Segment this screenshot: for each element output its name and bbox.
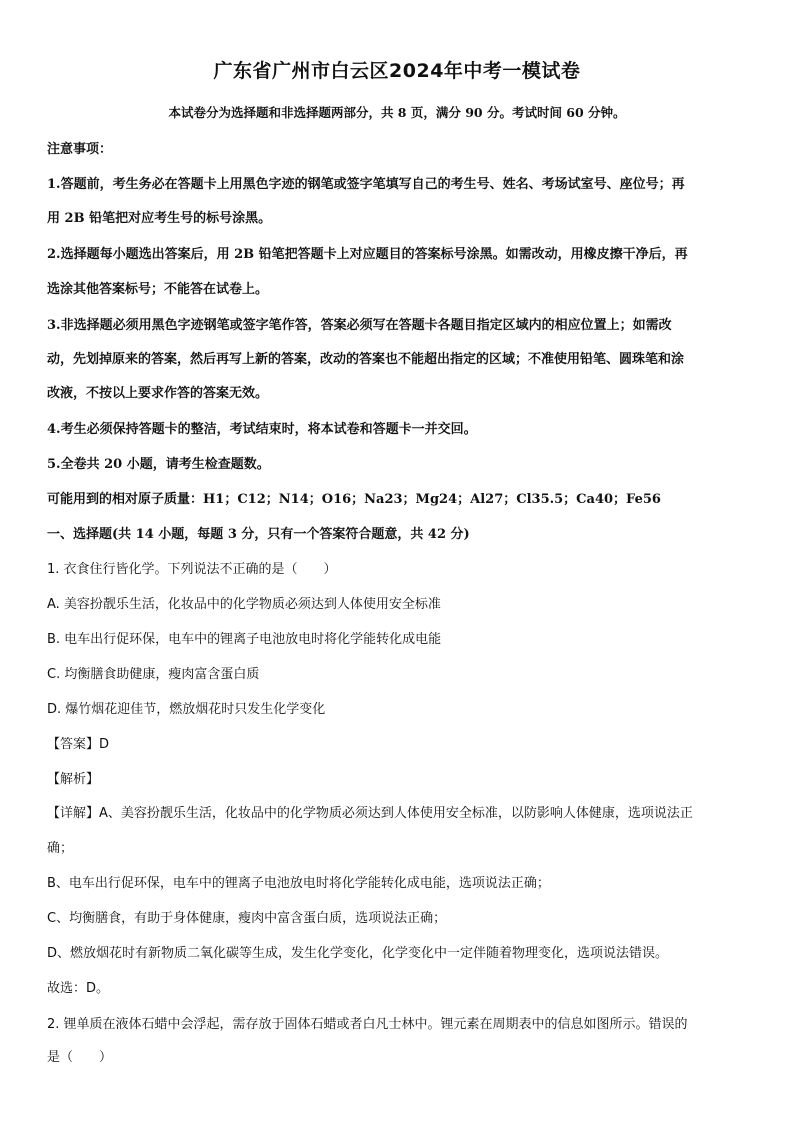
atomic-masses: 可能用到的相对原子质量：H1；C12；N14；O16；Na23；Mg24；Al27；Cl35.5；Ca40；Fe56 [47,492,661,507]
exam-subtitle: 本试卷分为选择题和非选择题两部分，共 8 页，满分 90 分。考试时间 60 分钟。 [168,105,626,120]
notice-line: 3.非选择题必须用黑色字迹钢笔或签字笔作答，答案必须写在答题卡各题目指定区域内的相应位置上；如需改 [47,318,672,333]
q1-detail-line: C、均衡膳食，有助于身体健康，瘦肉中富含蛋白质，选项说法正确； [47,911,447,926]
q2-stem: 2. 锂单质在液体石蜡中会浮起，需存放于固体石蜡或者白凡士林中。锂元素在周期表中的信息如图所示。错误的 [47,1017,688,1032]
q1-answer: 【答案】D [47,737,110,752]
q1-option-b: B. 电车出行促环保，电车中的锂离子电池放电时将化学能转化成电能 [47,632,442,647]
q1-detail-line: D、燃放烟花时有新物质二氧化碳等生成，发生化学变化，化学变化中一定伴随着物理变化，选项说法错误。 [47,946,669,961]
q1-detail-line: 确； [47,841,74,856]
q1-detail-line: 【详解】A、美容扮靓乐生活，化妆品中的化学物质必须达到人体使用安全标准，以防影响人体健康，选项说法正 [47,806,693,821]
notice-line: 1.答题前，考生务必在答题卡上用黑色字迹的钢笔或签字笔填写自己的考生号、姓名、考场试室号、座位号；再 [47,177,685,192]
q1-detail-line: B、电车出行促环保，电车中的锂离子电池放电时将化学能转化成电能，选项说法正确； [47,876,550,891]
notice-line: 2.选择题每小题选出答案后，用 2B 铅笔把答题卡上对应题目的答案标号涂黑。如需改动，用橡皮擦干净后，再 [47,247,688,262]
notice-line: 动，先划掉原来的答案，然后再写上新的答案，改动的答案也不能超出指定的区域；不准使用铅笔、圆珠笔和涂 [47,352,685,367]
notice-heading: 注意事项： [47,142,113,157]
notice-line: 改液，不按以上要求作答的答案无效。 [47,386,269,401]
notice-line: 5.全卷共 20 小题，请考生检查题数。 [47,457,270,472]
q1-option-a: A. 美容扮靓乐生活，化妆品中的化学物质必须达到人体使用安全标准 [47,597,441,612]
notice-line: 选涂其他答案标号；不能答在试卷上。 [47,282,269,297]
notice-line: 4.考生必须保持答题卡的整洁，考试结束时，将本试卷和答题卡一并交回。 [47,422,477,437]
q1-detail-line: 故选：D。 [47,981,110,996]
notice-line: 用 2B 铅笔把对应考生号的标号涂黑。 [47,211,272,226]
q2-stem-cont: 是（ ） [47,1050,113,1065]
q1-stem: 1. 衣食住行皆化学。下列说法不正确的是（ ） [47,562,337,577]
exam-title: 广东省广州市白云区2024年中考一模试卷 [213,60,581,82]
section1-heading: 一、选择题(共 14 小题，每题 3 分，只有一个答案符合题意，共 42 分) [47,527,470,542]
q1-option-c: C. 均衡膳食助健康，瘦肉富含蛋白质 [47,667,260,682]
q1-option-d: D. 爆竹烟花迎佳节，燃放烟花时只发生化学变化 [47,702,326,717]
q1-analysis-heading: 【解析】 [47,772,100,787]
